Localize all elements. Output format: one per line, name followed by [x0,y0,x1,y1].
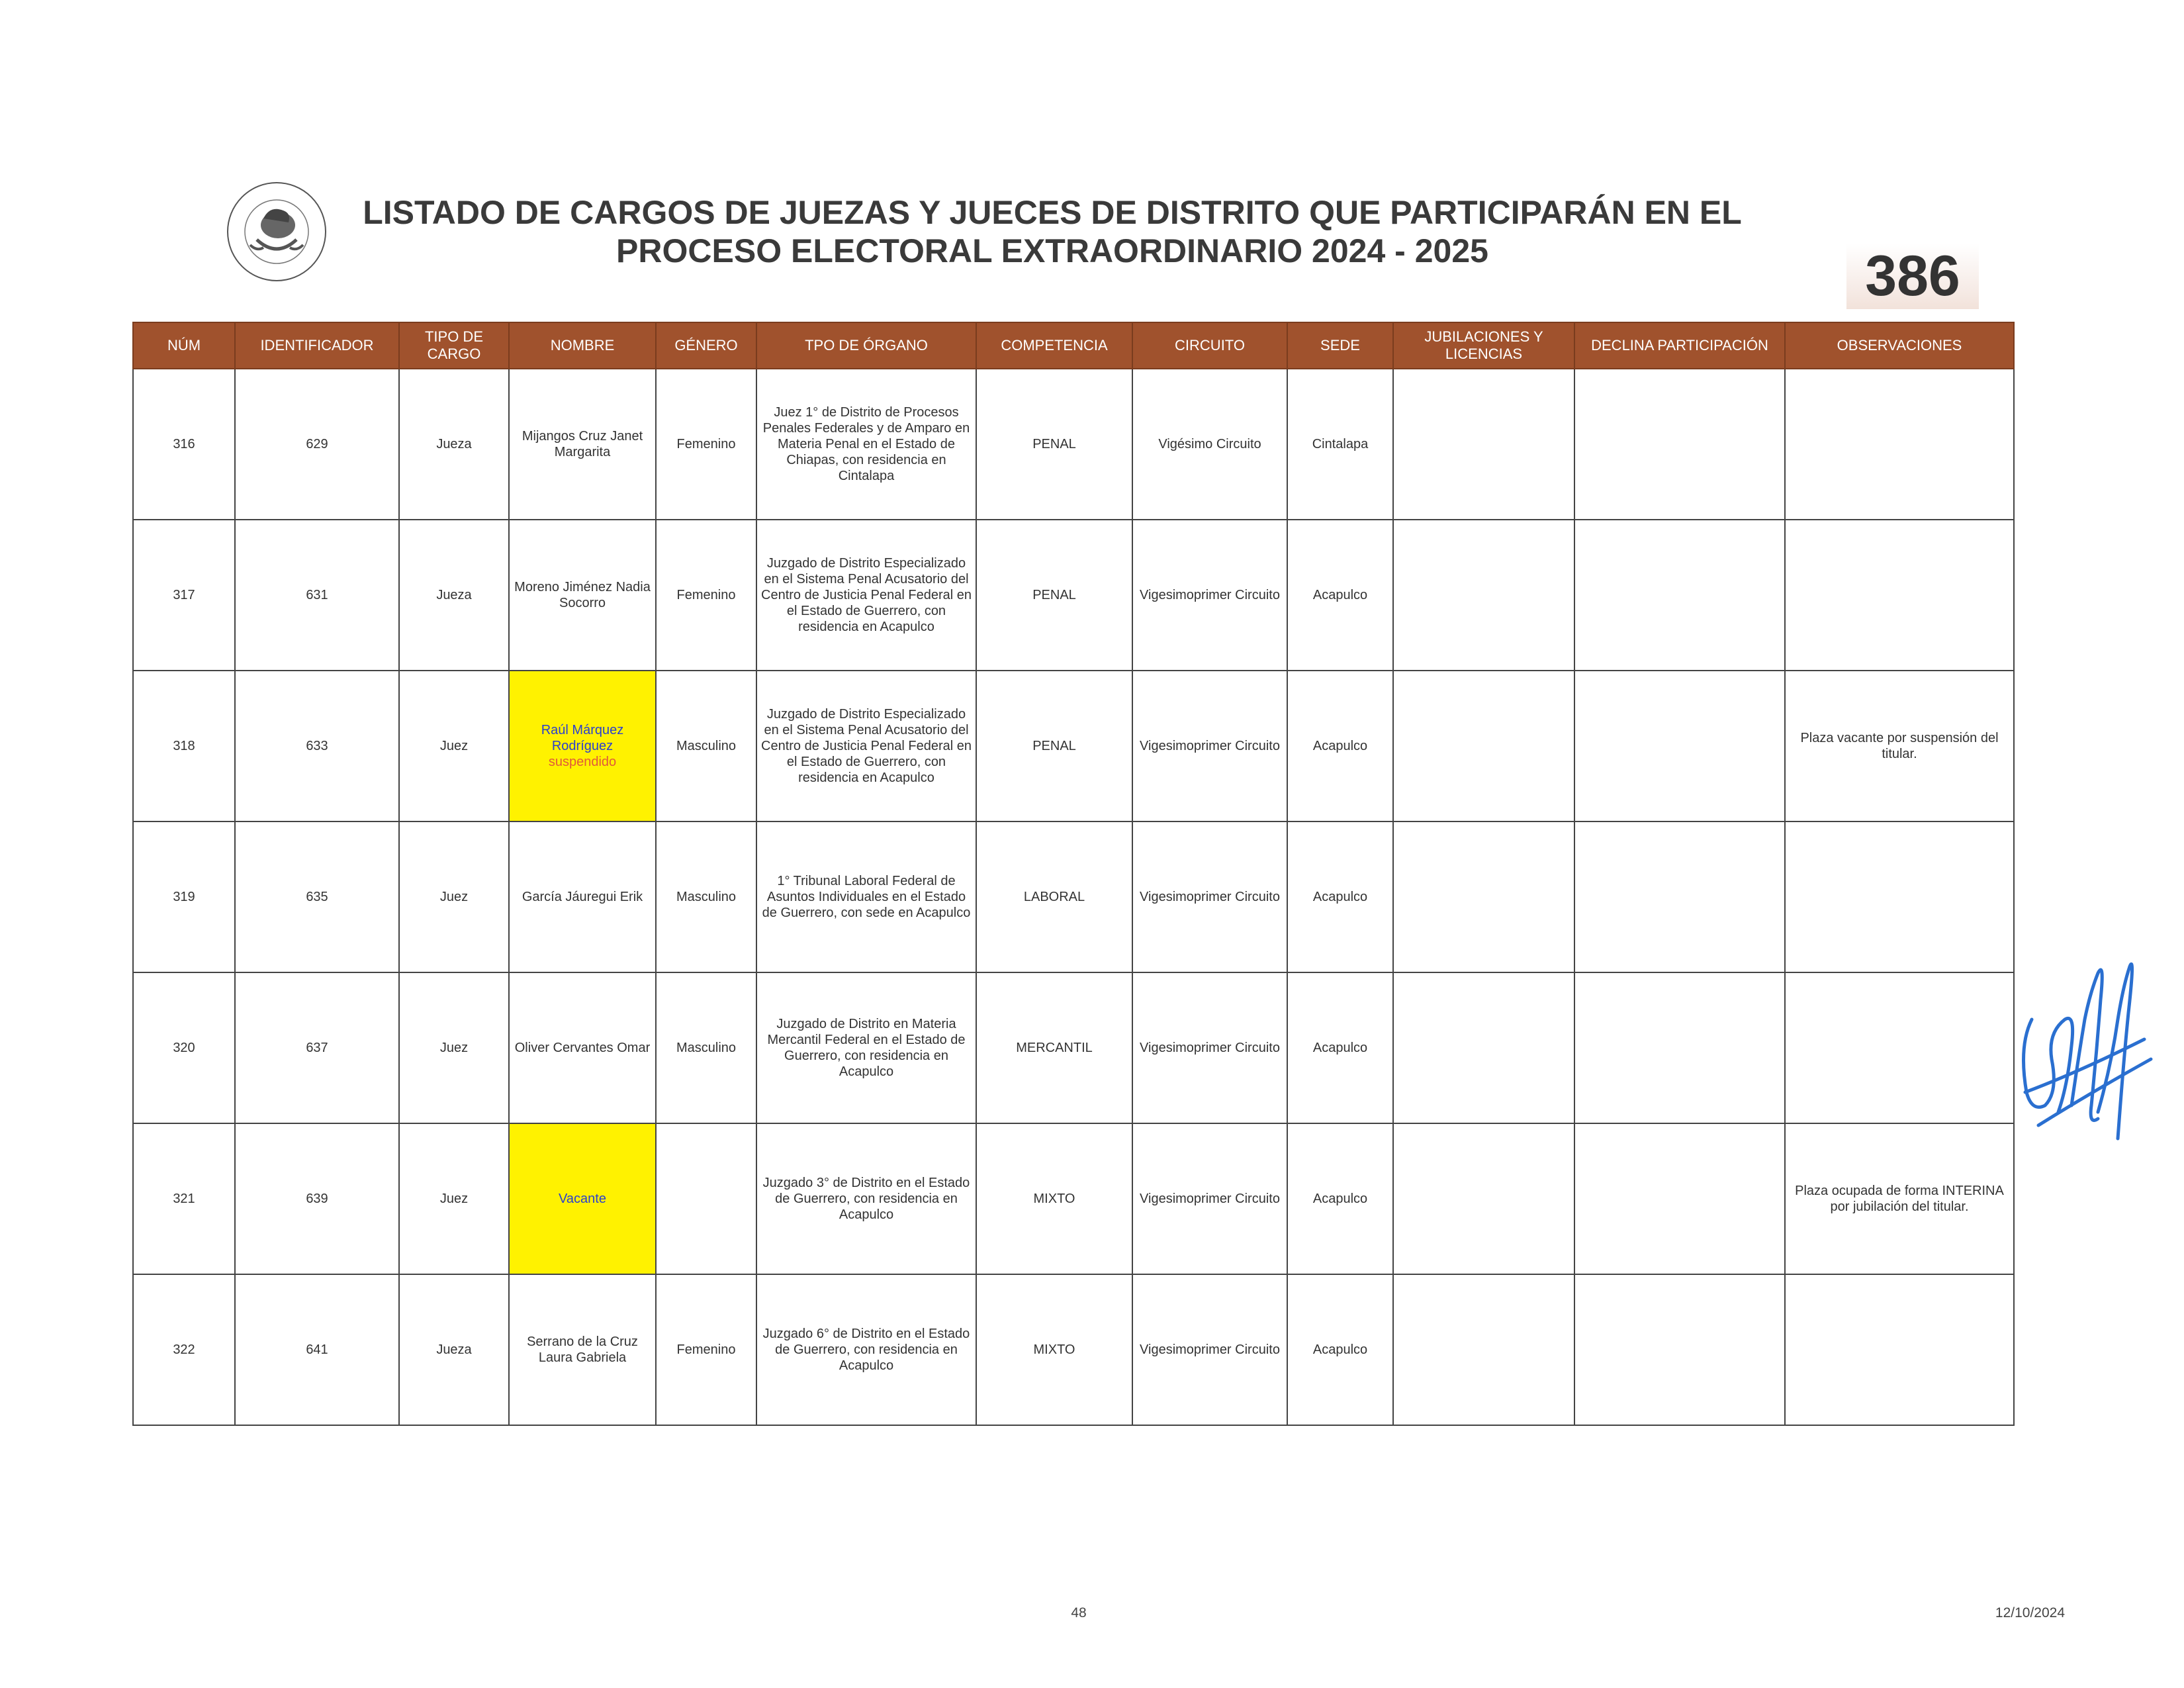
nombre-text: Mijangos Cruz Janet Margarita [522,429,643,459]
col-header-genero: GÉNERO [656,322,756,369]
cell-tipo-cargo: Juez [399,821,509,972]
title-line-2: PROCESO ELECTORAL EXTRAORDINARIO 2024 - 2025 [616,232,1488,269]
cell-tipo-organo: Juez 1° de Distrito de Procesos Penales Federales y de Amparo en Materia Penal en el Estado de Chiapas, con residencia en Cintalapa [756,369,976,520]
nombre-text: Vacante [559,1192,606,1206]
cell-circuito: Vigésimo Circuito [1132,369,1287,520]
nombre-text: Serrano de la Cruz Laura Gabriela [527,1335,638,1365]
cell-observaciones [1785,821,2014,972]
nombre-text: Oliver Cervantes Omar [514,1041,651,1055]
cell-tipo-cargo: Jueza [399,369,509,520]
cell-nombre [509,671,656,821]
footer-page-number: 48 [1071,1605,1087,1620]
cell-circuito: Vigesimoprimer Circuito [1132,671,1287,821]
cell-declina [1574,1123,1785,1274]
cell-nombre [509,369,656,520]
cell-declina [1574,520,1785,671]
cell-observaciones [1785,520,2014,671]
table-row [133,821,2014,972]
table-row [133,1123,2014,1274]
cell-tipo-organo: 1° Tribunal Laboral Federal de Asuntos Individuales en el Estado de Guerrero, con sede en Acapulco [756,821,976,972]
col-header-jubilaciones: JUBILACIONES Y LICENCIAS [1393,322,1574,369]
cell-jubilaciones [1393,972,1574,1123]
cell-circuito: Vigesimoprimer Circuito [1132,1274,1287,1425]
cell-sede: Acapulco [1287,972,1393,1123]
cell-declina [1574,972,1785,1123]
col-header-nombre: NOMBRE [509,322,656,369]
cell-tipo-cargo: Jueza [399,520,509,671]
cell-nombre [509,1123,656,1274]
cell-circuito: Vigesimoprimer Circuito [1132,821,1287,972]
cell-circuito: Vigesimoprimer Circuito [1132,1123,1287,1274]
cell-circuito: Vigesimoprimer Circuito [1132,972,1287,1123]
cell-nombre [509,1274,656,1425]
footer-date: 12/10/2024 [1995,1605,2065,1620]
table-row [133,369,2014,520]
cell-declina [1574,671,1785,821]
cell-sede: Acapulco [1287,520,1393,671]
cell-jubilaciones [1393,821,1574,972]
cell-nombre [509,972,656,1123]
cell-sede: Acapulco [1287,1274,1393,1425]
cell-num: 322 [133,1274,235,1425]
cell-jubilaciones [1393,1274,1574,1425]
col-header-tipo-organo: TPO DE ÓRGANO [756,322,976,369]
cell-identificador: 631 [235,520,399,671]
cell-jubilaciones [1393,369,1574,520]
handwritten-signature [2012,940,2158,1158]
cell-genero [656,1123,756,1274]
cell-observaciones [1785,1274,2014,1425]
cell-tipo-organo: Juzgado de Distrito en Materia Mercantil Federal en el Estado de Guerrero, con residencia en Acapulco [756,972,976,1123]
col-header-tipo-cargo: TIPO DE CARGO [399,322,509,369]
cell-competencia: LABORAL [976,821,1132,972]
table-row [133,1274,2014,1425]
cell-genero: Masculino [656,972,756,1123]
cell-genero: Femenino [656,520,756,671]
cell-competencia: PENAL [976,520,1132,671]
cell-tipo-cargo: Juez [399,671,509,821]
cell-sede: Cintalapa [1287,369,1393,520]
cell-tipo-organo: Juzgado de Distrito Especializado en el Sistema Penal Acusatorio del Centro de Justicia Penal Federal en el Estado de Guerrero, con residencia en Acapulco [756,671,976,821]
cell-observaciones [1785,369,2014,520]
cell-sede: Acapulco [1287,671,1393,821]
cell-declina [1574,369,1785,520]
col-header-sede: SEDE [1287,322,1393,369]
col-header-circuito: CIRCUITO [1132,322,1287,369]
cell-identificador: 635 [235,821,399,972]
col-header-competencia: COMPETENCIA [976,322,1132,369]
cell-tipo-cargo: Juez [399,972,509,1123]
col-header-declina: DECLINA PARTICIPACIÓN [1574,322,1785,369]
col-header-num: NÚM [133,322,235,369]
cell-identificador: 629 [235,369,399,520]
cell-tipo-organo: Juzgado 6° de Distrito en el Estado de Guerrero, con residencia en Acapulco [756,1274,976,1425]
cell-competencia: PENAL [976,671,1132,821]
cell-identificador: 639 [235,1123,399,1274]
nombre-text: García Jáuregui Erik [522,890,643,904]
cell-nombre [509,520,656,671]
cell-observaciones [1785,972,2014,1123]
cell-jubilaciones [1393,1123,1574,1274]
cell-circuito: Vigesimoprimer Circuito [1132,520,1287,671]
cell-competencia: MIXTO [976,1274,1132,1425]
page-stamp: 386 [1846,244,1979,309]
cell-identificador: 637 [235,972,399,1123]
cell-num: 320 [133,972,235,1123]
cell-competencia: MIXTO [976,1123,1132,1274]
col-header-observaciones: OBSERVACIONES [1785,322,2014,369]
cell-genero: Masculino [656,671,756,821]
cell-genero: Femenino [656,369,756,520]
cell-num: 318 [133,671,235,821]
table-row [133,520,2014,671]
title-line-1: LISTADO DE CARGOS DE JUEZAS Y JUECES DE DISTRITO QUE PARTICIPARÁN EN EL [363,194,1742,231]
cell-sede: Acapulco [1287,1123,1393,1274]
cell-declina [1574,821,1785,972]
document-title [357,193,1747,270]
cell-tipo-organo: Juzgado de Distrito Especializado en el Sistema Penal Acusatorio del Centro de Justicia Penal Federal en el Estado de Guerrero, con residencia en Acapulco [756,520,976,671]
cell-tipo-cargo: Jueza [399,1274,509,1425]
cell-tipo-cargo: Juez [399,1123,509,1274]
seal-logo [210,179,343,285]
cell-num: 321 [133,1123,235,1274]
cell-identificador: 641 [235,1274,399,1425]
cell-genero: Masculino [656,821,756,972]
nombre-text: Raúl Márquez Rodríguez [541,723,624,753]
cell-identificador: 633 [235,671,399,821]
cell-nombre [509,821,656,972]
table-row [133,671,2014,821]
judges-table [132,322,2015,1426]
cell-competencia: MERCANTIL [976,972,1132,1123]
nombre-text: Moreno Jiménez Nadia Socorro [514,580,651,610]
cell-tipo-organo: Juzgado 3° de Distrito en el Estado de Guerrero, con residencia en Acapulco [756,1123,976,1274]
cell-jubilaciones [1393,520,1574,671]
cell-competencia: PENAL [976,369,1132,520]
cell-declina [1574,1274,1785,1425]
table-row [133,972,2014,1123]
cell-observaciones: Plaza vacante por suspensión del titular. [1785,671,2014,821]
cell-genero: Femenino [656,1274,756,1425]
table-header-row [133,322,2014,369]
cell-num: 319 [133,821,235,972]
suspended-note: suspendido [548,755,617,769]
cell-observaciones: Plaza ocupada de forma INTERINA por jubilación del titular. [1785,1123,2014,1274]
cell-jubilaciones [1393,671,1574,821]
cell-num: 316 [133,369,235,520]
col-header-identificador: IDENTIFICADOR [235,322,399,369]
cell-sede: Acapulco [1287,821,1393,972]
cell-num: 317 [133,520,235,671]
